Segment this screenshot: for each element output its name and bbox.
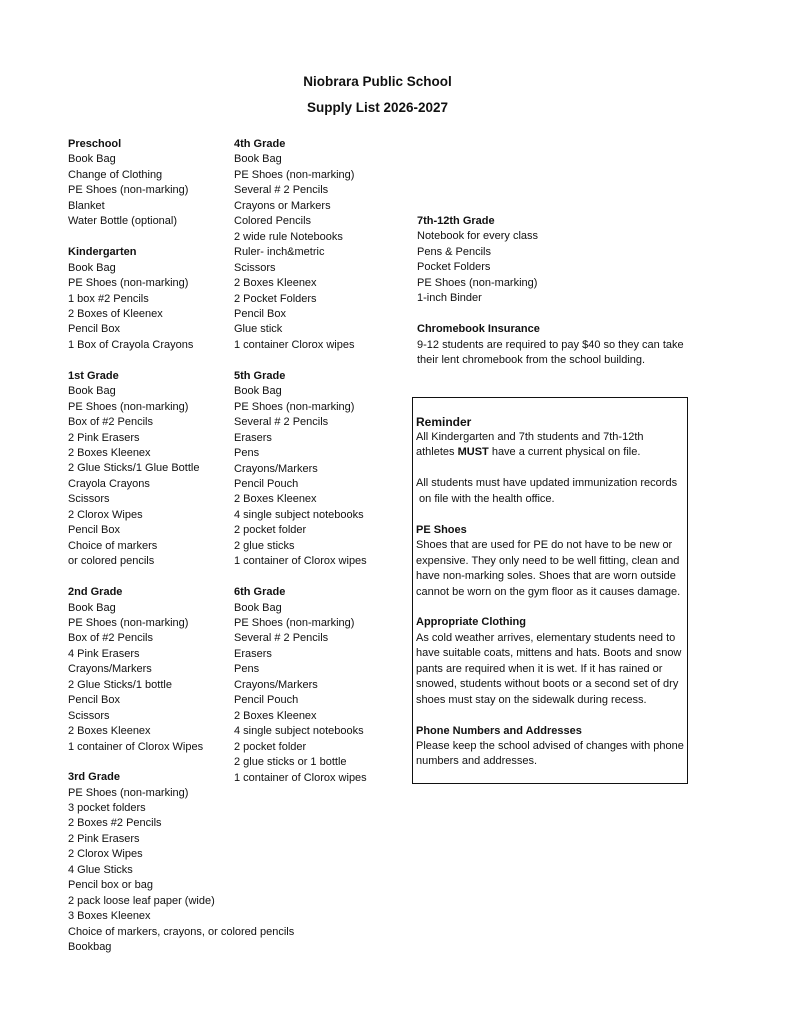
list-item: or colored pencils <box>68 555 155 568</box>
paragraph-line: their lent chromebook from the school building. <box>417 354 646 367</box>
paragraph-line: on file with the health office. <box>416 492 555 505</box>
list-item: Book Bag <box>234 153 282 166</box>
list-item: PE Shoes (non-marking) <box>417 276 538 289</box>
list-item: 2 Glue Sticks/1 bottle <box>68 678 172 691</box>
paragraph-line: shoes must stay on the sidewalk during recess. <box>416 693 647 706</box>
reminder-heading: Reminder <box>416 415 472 429</box>
section-heading: 6th Grade <box>234 586 286 599</box>
list-item: 2 Boxes Kleenex <box>234 709 317 722</box>
paragraph-line: expensive. They only need to be well fitting, clean and <box>416 554 680 567</box>
list-item: Crayons/Markers <box>68 663 152 676</box>
list-item: 2 pocket folder <box>234 524 307 537</box>
list-item: Crayola Crayons <box>68 477 150 490</box>
list-item: Crayons or Markers <box>234 199 331 212</box>
paragraph-line: All Kindergarten and 7th students and 7th-12th <box>416 431 644 443</box>
list-item: PE Shoes (non-marking) <box>234 617 355 630</box>
list-item: 4 single subject notebooks <box>234 508 364 521</box>
section-heading: Chromebook Insurance <box>417 323 540 336</box>
list-item: 2 glue sticks or 1 bottle <box>234 756 347 769</box>
section-heading: Preschool <box>68 138 122 150</box>
list-item: Pencil Pouch <box>234 694 299 707</box>
list-item: Bookbag <box>68 941 112 954</box>
list-item: 1 container of Clorox Wipes <box>68 740 204 753</box>
grade7-12-section <box>417 214 684 307</box>
paragraph-line: Shoes that are used for PE do not have to be new or <box>416 539 673 552</box>
list-item: Book Bag <box>68 261 116 274</box>
list-item: Ruler- inch&metric <box>234 246 325 259</box>
list-item: Book Bag <box>68 153 116 166</box>
list-item: 2 Clorox Wipes <box>68 848 143 861</box>
list-item: Book Bag <box>68 385 116 398</box>
list-item: Pens <box>234 663 260 676</box>
paragraph-line: All students must have updated immunization records <box>416 477 678 490</box>
list-item: 1-inch Binder <box>417 292 482 305</box>
paragraph-line: cannot be worn on the gym floor as it causes damage. <box>416 585 681 598</box>
list-item: Pens <box>234 447 260 460</box>
list-item: 2 Glue Sticks/1 Glue Bottle <box>68 462 200 475</box>
list-item: Scissors <box>68 493 110 506</box>
grade4-section <box>234 137 367 353</box>
list-item: Erasers <box>234 647 272 660</box>
list-item: Colored Pencils <box>234 215 312 228</box>
list-item: Pocket Folders <box>417 261 491 274</box>
column-middle <box>234 137 367 786</box>
section-heading: 7th-12th Grade <box>417 215 495 227</box>
paragraph-line: As cold weather arrives, elementary students need to <box>416 631 676 644</box>
list-item: Glue stick <box>234 323 283 336</box>
list-item: 2 Pink Erasers <box>68 832 140 845</box>
list-item: 2 glue sticks <box>234 539 295 552</box>
section-heading: 3rd Grade <box>68 771 120 784</box>
list-item: Change of Clothing <box>68 168 163 181</box>
paragraph-line: 9-12 students are required to pay $40 so they can take <box>417 338 684 351</box>
list-item: Book Bag <box>234 601 282 614</box>
text-run: athletes <box>416 446 458 459</box>
list-item: Several # 2 Pencils <box>234 416 329 429</box>
list-item: Notebook for every class <box>417 230 539 243</box>
list-item: 3 Boxes Kleenex <box>68 910 151 923</box>
school-name: Niobrara Public School <box>303 74 452 89</box>
list-item: Book Bag <box>68 601 116 614</box>
list-item: 2 Pink Erasers <box>68 431 140 444</box>
grade3-section <box>68 770 294 955</box>
emphasis-text: MUST <box>457 446 489 459</box>
list-item: Scissors <box>234 261 276 274</box>
list-item: Blanket <box>68 199 105 212</box>
list-item: Pencil Box <box>68 323 120 336</box>
list-item: Erasers <box>234 431 272 444</box>
list-item: 4 Glue Sticks <box>68 863 133 876</box>
grade5-section <box>234 369 367 570</box>
list-item: PE Shoes (non-marking) <box>234 168 355 181</box>
grade6-section <box>234 585 367 786</box>
text-run: have a current physical on file. <box>488 446 641 459</box>
list-item: 2 pocket folder <box>234 740 307 753</box>
list-item: Book Bag <box>234 385 282 398</box>
paragraph-line: have non-marking soles. Shoes that are worn outside <box>416 570 676 583</box>
list-item: 1 container of Clorox wipes <box>234 771 367 784</box>
list-item: PE Shoes (non-marking) <box>68 786 189 799</box>
list-item: 2 Pocket Folders <box>234 292 317 305</box>
section-heading: 1st Grade <box>68 369 119 382</box>
list-item: Box of #2 Pencils <box>68 416 153 429</box>
list-item: 2 Boxes Kleenex <box>68 725 151 738</box>
list-item: 2 Boxes Kleenex <box>68 447 151 460</box>
list-item: 2 pack loose leaf paper (wide) <box>68 894 215 907</box>
list-item: Pencil box or bag <box>68 879 153 892</box>
paragraph-line: snowed, students without boots or a second set of dry <box>416 678 679 691</box>
list-item: Scissors <box>68 709 110 722</box>
pe-shoes-heading: PE Shoes <box>416 523 467 536</box>
list-item: Pencil Pouch <box>234 477 299 490</box>
list-item: 3 pocket folders <box>68 801 146 814</box>
list-item: Pencil Box <box>68 524 120 537</box>
list-item: 2 Boxes Kleenex <box>234 493 317 506</box>
list-item: Crayons/Markers <box>234 462 318 475</box>
list-item: Several # 2 Pencils <box>234 184 329 197</box>
list-item: Crayons/Markers <box>234 678 318 691</box>
list-item: 2 Boxes Kleenex <box>234 277 317 290</box>
list-item: PE Shoes (non-marking) <box>68 617 189 629</box>
list-item: Several # 2 Pencils <box>234 632 329 645</box>
clothing-heading: Appropriate Clothing <box>416 616 526 629</box>
paragraph-line: pants are required when it is wet. If it has rained or <box>416 662 663 675</box>
paragraph-line: have suitable coats, mittens and hats. Boots and snow <box>416 647 682 660</box>
list-item: 2 Boxes #2 Pencils <box>68 817 162 830</box>
paragraph-line: Please keep the school advised of changes with phone <box>416 740 684 752</box>
section-heading: 4th Grade <box>234 138 286 150</box>
phone-heading: Phone Numbers and Addresses <box>416 724 582 737</box>
list-item: 1 container of Clorox wipes <box>234 555 367 568</box>
paragraph-line: numbers and addresses. <box>416 755 538 768</box>
list-item: 2 wide rule Notebooks <box>234 230 343 243</box>
list-item: 1 Box of Crayola Crayons <box>68 338 194 351</box>
reminder-content <box>416 414 688 770</box>
physical-requirement-line <box>416 445 688 460</box>
column-right <box>417 214 684 369</box>
section-heading: 2nd Grade <box>68 586 123 599</box>
list-item: 2 Boxes of Kleenex <box>68 307 163 320</box>
list-item: Pencil Box <box>234 307 286 320</box>
list-item: Choice of markers <box>68 539 158 552</box>
chromebook-section <box>417 322 684 368</box>
list-item: PE Shoes (non-marking) <box>234 400 355 413</box>
list-item: Pens & Pencils <box>417 245 491 258</box>
list-item: Choice of markers, crayons, or colored pencils <box>68 925 295 938</box>
list-item: 1 container Clorox wipes <box>234 338 355 351</box>
list-item: PE Shoes (non-marking) <box>68 277 189 290</box>
page-title: Supply List 2026-2027 <box>306 100 449 115</box>
list-item: 4 single subject notebooks <box>234 725 364 738</box>
list-item: 1 box #2 Pencils <box>68 292 149 305</box>
list-item: PE Shoes (non-marking) <box>68 400 189 413</box>
list-item: Box of #2 Pencils <box>68 632 153 645</box>
list-item: 4 Pink Erasers <box>68 647 140 660</box>
section-heading: Kindergarten <box>68 246 137 259</box>
list-item: PE Shoes (non-marking) <box>68 184 189 197</box>
section-heading: 5th Grade <box>234 369 286 382</box>
list-item: Water Bottle (optional) <box>68 215 178 228</box>
list-item: 2 Clorox Wipes <box>68 508 143 521</box>
list-item: Pencil Box <box>68 694 120 707</box>
